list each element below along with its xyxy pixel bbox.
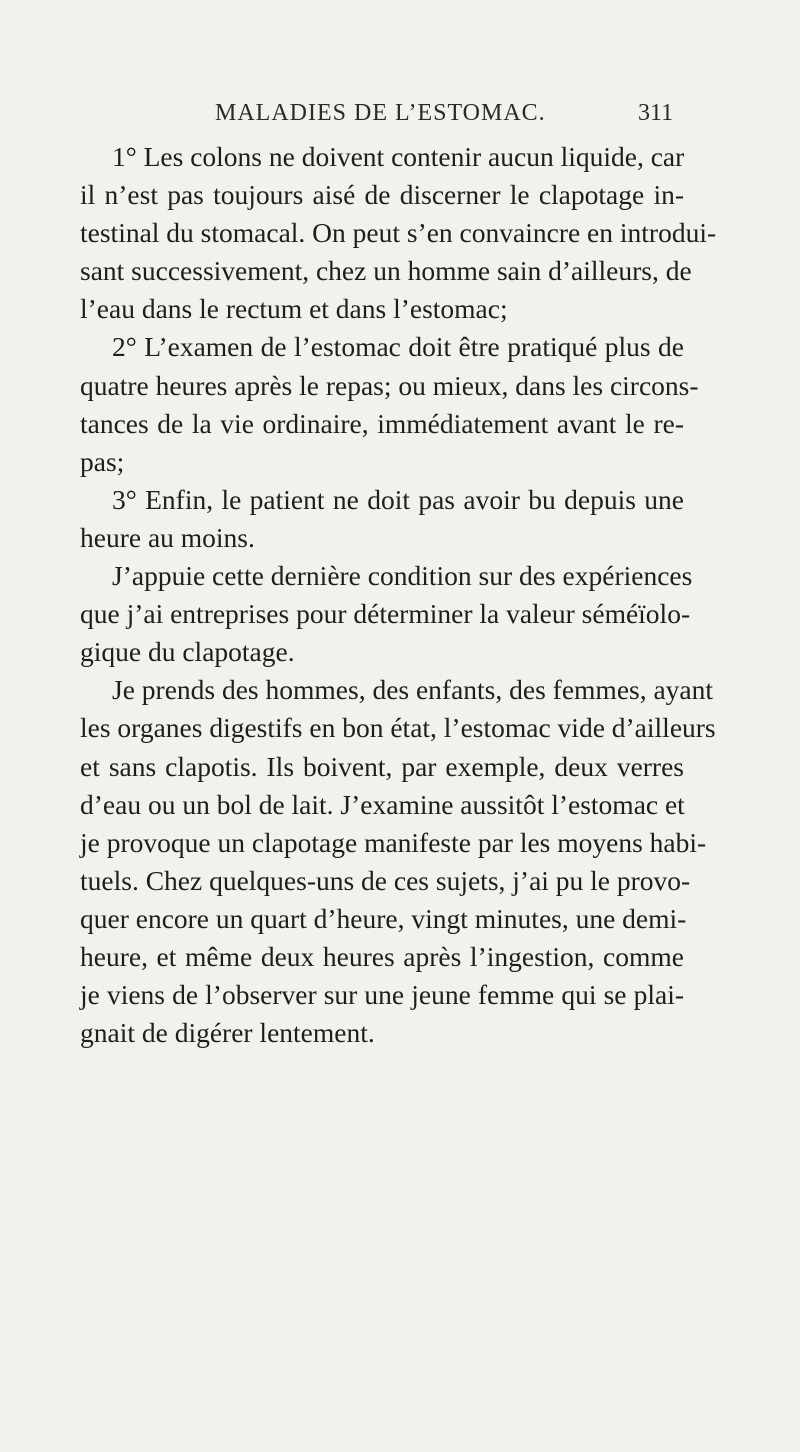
- text-line: quer encore un quart d’heure, vingt minutes, une demi-: [80, 902, 687, 934]
- text-line: heure, et même deux heures après l’ingestion, comme: [80, 940, 684, 972]
- body-text: [80, 138, 717, 1052]
- running-title: MALADIES DE L’ESTOMAC.: [215, 100, 546, 126]
- text-line: tuels. Chez quelques-uns de ces sujets, j’ai pu le provo-: [80, 864, 691, 896]
- text-line: Je prends des hommes, des enfants, des femmes, ayant: [112, 674, 714, 706]
- text-line: testinal du stomacal. On peut s’en convaincre en introdui-: [80, 217, 717, 249]
- text-line: gnait de digérer lentement.: [80, 1017, 375, 1049]
- text-line: 2° L’examen de l’estomac doit être pratiqué plus de: [112, 331, 684, 363]
- text-line: J’appuie cette dernière condition sur des expériences: [112, 560, 693, 592]
- text-line: tances de la vie ordinaire, immédiatement avant le re-: [80, 407, 684, 439]
- text-line: pas;: [80, 445, 125, 477]
- text-line: l’eau dans le rectum et dans l’estomac;: [80, 293, 508, 325]
- text-line: et sans clapotis. Ils boivent, par exemple, deux verres: [80, 750, 684, 782]
- text-line: 3° Enfin, le patient ne doit pas avoir bu depuis une: [112, 483, 684, 515]
- text-line: il n’est pas toujours aisé de discerner le clapotage in-: [80, 179, 684, 211]
- text-line: sant successivement, chez un homme sain d’ailleurs, de: [80, 255, 692, 287]
- text-line: quatre heures après le repas; ou mieux, dans les circons-: [80, 369, 699, 401]
- text-line: gique du clapotage.: [80, 636, 295, 668]
- page-number: 311: [638, 100, 674, 126]
- text-line: que j’ai entreprises pour déterminer la valeur séméïolo-: [80, 598, 691, 630]
- text-line: heure au moins.: [80, 521, 255, 553]
- text-line: je provoque un clapotage manifeste par les moyens habi-: [80, 826, 707, 858]
- text-line: d’eau ou un bol de lait. J’examine aussitôt l’estomac et: [80, 788, 685, 820]
- text-line: 1° Les colons ne doivent contenir aucun liquide, car: [112, 141, 685, 172]
- text-line: je viens de l’observer sur une jeune femme qui se plai-: [80, 979, 684, 1011]
- text-line: les organes digestifs en bon état, l’estomac vide d’ailleurs: [80, 712, 716, 744]
